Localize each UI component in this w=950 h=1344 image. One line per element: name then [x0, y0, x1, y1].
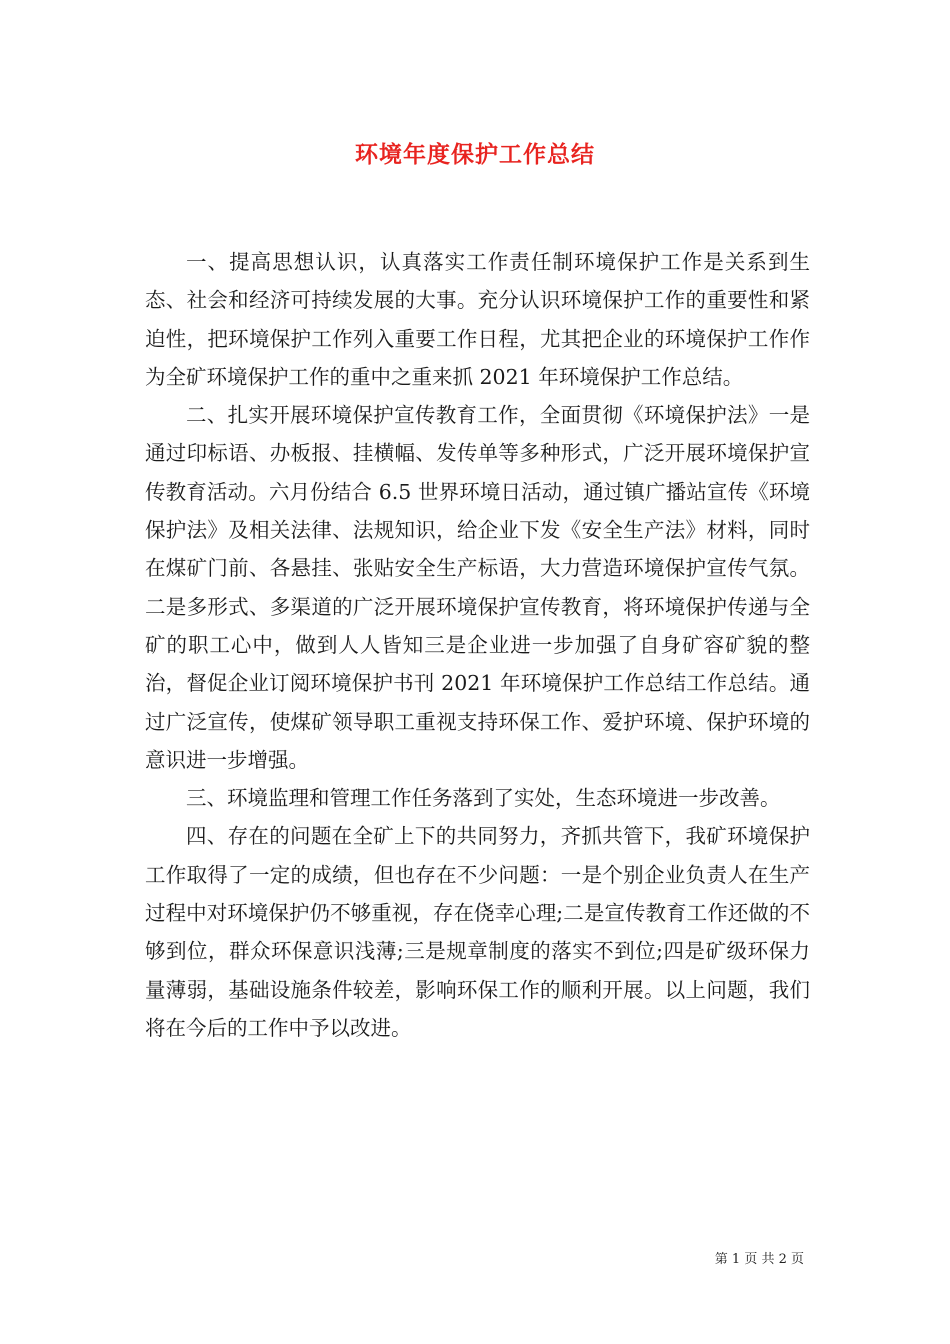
paragraph-2: 二、扎实开展环境保护宣传教育工作，全面贯彻《环境保护法》一是通过印标语、办板报、挂横幅、发传单等多种形式，广泛开展环境保护宣传教育活动。六月份结合 6.5 世界环境日活动，通过镇广播站宣传《环境保护法》及相关法律、法规知识，给企业下发《安全生产法》材料，同时在煤矿门前、各悬挂、张贴安全生产标语，大力营造环境保护宣传气氛。二是多形式、多渠道的广泛开展环境保护宣传教育，将环境保护传递与全矿的职工心中，做到人人皆知三是企业进一步加强了自身矿容矿貌的整治，督促企业订阅环境保护书刊 2021 年环境保护工作总结工作总结。通过广泛宣传，使煤矿领导职工重视支持环保工作、爱护环境、保护环境的意识进一步增强。: [145, 403, 810, 772]
page-number: 第 1 页 共 2 页: [714, 1252, 804, 1267]
document-body: [145, 243, 810, 1047]
paragraph-1: 一、提高思想认识，认真落实工作责任制环境保护工作是关系到生态、社会和经济可持续发展的大事。充分认识环境保护工作的重要性和紧迫性，把环境保护工作列入重要工作日程，尤其把企业的环境保护工作作为全矿环境保护工作的重中之重来抓 2021 年环境保护工作总结。: [145, 250, 810, 389]
paragraph-4: 四、存在的问题在全矿上下的共同努力，齐抓共管下，我矿环境保护工作取得了一定的成绩，但也存在不少问题：一是个别企业负责人在生产过程中对环境保护仍不够重视，存在侥幸心理;二是宣传教育工作还做的不够到位，群众环保意识浅薄;三是规章制度的落实不到位;四是矿级环保力量薄弱，基础设施条件较差，影响环保工作的顺利开展。以上问题，我们将在今后的工作中予以改进。: [145, 824, 810, 1040]
document-title: 环境年度保护工作总结: [355, 141, 595, 168]
paragraph-3: 三、环境监理和管理工作任务落到了实处，生态环境进一步改善。: [186, 786, 781, 811]
